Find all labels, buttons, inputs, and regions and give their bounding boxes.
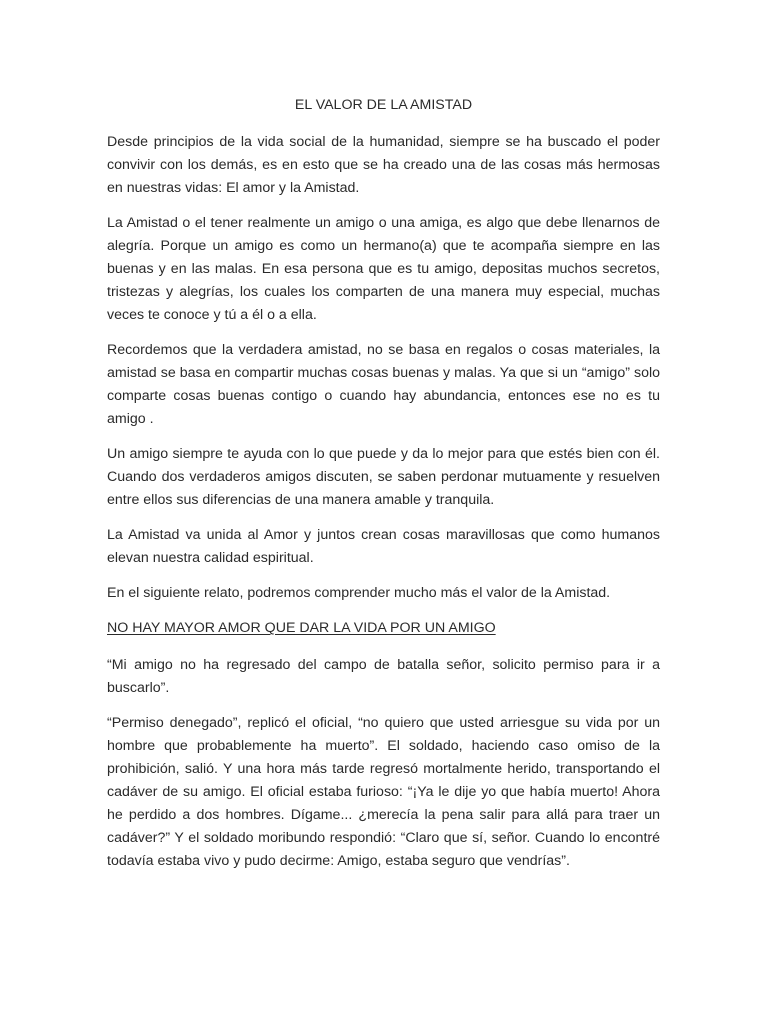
document-title: EL VALOR DE LA AMISTAD	[294, 97, 473, 113]
document-body	[107, 94, 660, 885]
paragraph: La Amistad o el tener realmente un amigo o una amiga, es algo que debe llenarnos de alegría. Porque un amigo es como un hermano(a) que te acompaña siempre en las buenas y en las malas. En esa persona que es tu amigo, depositas muchos secretos, tristezas y alegrías, los cuales los comparten de una manera muy especial, muchas veces te conoce y tú a él o a ella.	[107, 215, 660, 323]
paragraph: La Amistad va unida al Amor y juntos crean cosas maravillosas que como humanos elevan nuestra calidad espiritual.	[107, 527, 660, 566]
story-paragraph: “Permiso denegado”, replicó el oficial, “no quiero que usted arriesgue su vida por un hombre que probablemente ha muerto”. El soldado, haciendo caso omiso de la prohibición, salió. Y una hora más tarde regresó mortalmente herido, transportando el cadáver de su amigo. El oficial estaba furioso: “¡Ya le dije yo que había muerto! Ahora he perdido a dos hombres. Dígame... ¿merecía la pena salir para allá para traer un cadáver?” Y el soldado moribundo respondió: “Claro que sí, señor. Cuando lo encontré todavía estaba vivo y pudo decirme: Amigo, estaba seguro que vendrías”.	[107, 715, 660, 869]
paragraph: Un amigo siempre te ayuda con lo que puede y da lo mejor para que estés bien con él. Cuando dos verdaderos amigos discuten, se saben perdonar mutuamente y resuelven entre ellos sus diferencias de una manera amable y tranquila.	[107, 446, 660, 508]
story-subheading: NO HAY MAYOR AMOR QUE DAR LA VIDA POR UN AMIGO	[107, 620, 496, 636]
story-paragraph: “Mi amigo no ha regresado del campo de batalla señor, solicito permiso para ir a buscarlo”.	[107, 657, 660, 696]
paragraph: Recordemos que la verdadera amistad, no se basa en regalos o cosas materiales, la amistad se basa en compartir muchas cosas buenas y malas. Ya que si un “amigo” solo comparte cosas buenas contigo o cuando hay abundancia, entonces ese no es tu amigo .	[107, 342, 660, 427]
paragraph: En el siguiente relato, podremos comprender mucho más el valor de la Amistad.	[107, 585, 611, 601]
paragraph: Desde principios de la vida social de la humanidad, siempre se ha buscado el poder convivir con los demás, es en esto que se ha creado una de las cosas más hermosas en nuestras vidas: El amor y la Amistad.	[107, 134, 660, 196]
